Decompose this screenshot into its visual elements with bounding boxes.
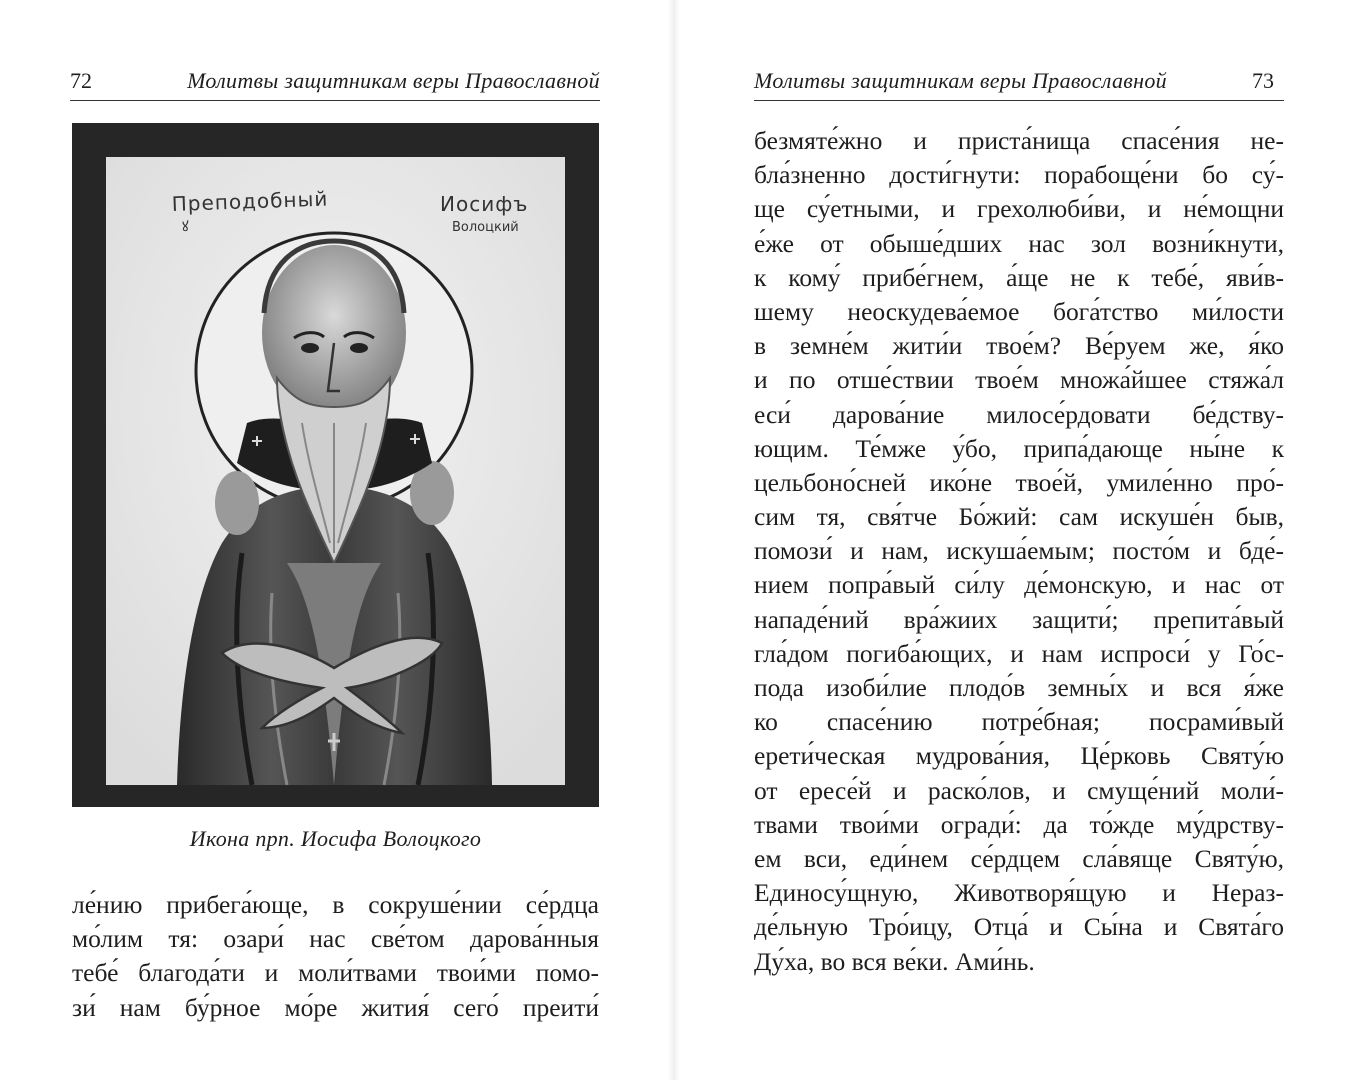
right-body-text: [754, 124, 1284, 979]
text-line: мо́лим тя: озари́ нас све́том дарова́нныя: [72, 924, 599, 954]
text-line: сим тя, свя́тче Бо́жий: сам искуше́н быв,: [754, 502, 1284, 532]
text-line: нападе́ний вра́жиих защити́; препита́вый: [754, 604, 1284, 634]
icon-inscription-left-mark: ꙋ: [182, 219, 189, 235]
text-line: и по отше́ствии твое́м множа́йшее стяжа́л: [754, 365, 1284, 395]
text-line: тебе́ благода́ти и моли́твами твои́ми помо-: [72, 958, 599, 988]
text-line: цельбоно́сней ико́не твое́й, умиле́нно про́-: [754, 467, 1284, 497]
running-title-right: Молитвы защитникам веры Православной: [754, 68, 1167, 93]
text-line: помози́ и нам, искуша́емым; посто́м и бде́-: [754, 536, 1284, 566]
saint-icon-illustration: [72, 123, 599, 807]
text-line: в земне́м жити́и твое́м? Ве́руем же, я́ко: [754, 331, 1284, 361]
text-line: гла́дом погиба́ющих, и нам испроси́ у Го́с-: [754, 638, 1284, 668]
text-line: Единосу́щную, Животворя́щую и Нераз-: [754, 878, 1284, 908]
text-line: твами твои́ми огради́: да то́жде му́дрству-: [754, 809, 1284, 839]
text-line: ле́нию прибега́юще, в сокруше́нии се́рдца: [72, 890, 599, 919]
icon-caption: Икона прп. Иосифа Волоцкого: [189, 826, 482, 851]
text-line: бла́зненно дости́гнути: порабоще́ни бо су́-: [754, 160, 1284, 190]
page-number-right: 73: [1252, 68, 1274, 93]
icon-inscription-right-1: Иосифъ: [440, 192, 529, 216]
text-line: ще су́етными, и грехолюби́ви, и не́мощни: [754, 194, 1284, 224]
page-number-left: 72: [70, 68, 92, 93]
text-line: шему неоскудева́емое бога́тство ми́лости: [754, 296, 1284, 326]
text-line: ко спасе́нию потре́бная; посрами́вый: [754, 707, 1284, 737]
text-line: зи́ нам бу́рное мо́ре жития́ сего́ преити́: [72, 992, 599, 1022]
text-line: еси́ дарова́ние милосе́рдовати бе́дству-: [754, 399, 1284, 429]
text-line: безмяте́жно и приста́нища спасе́ния не-: [754, 126, 1284, 155]
icon-inscription-left: Преподобный: [171, 186, 329, 216]
text-line: к кому́ прибе́гнем, а́ще не к тебе́, яви́в-: [754, 262, 1284, 292]
text-line: де́льную Тро́ицу, Отца́ и Сы́на и Свята́го: [754, 912, 1284, 942]
running-head-right: [754, 64, 1284, 101]
text-line: Ду́ха, во вся ве́ки. Ами́нь.: [754, 946, 1035, 976]
running-head-left: [70, 64, 600, 101]
text-line: пода изоби́лие плодо́в земны́х и вся я́же: [754, 673, 1284, 702]
text-line: е́же от обыше́дших нас зол возни́кнути,: [754, 228, 1284, 258]
running-title-left: Молитвы защитникам веры Православной: [187, 68, 600, 93]
text-line: от ересе́й и раско́лов, и смуще́ний моли́-: [754, 775, 1284, 805]
saint-icon-image: [72, 123, 599, 807]
left-body-text: [72, 888, 599, 1025]
icon-inscription-right-2: Волоцкий: [452, 220, 519, 235]
text-line: ерети́ческая мудрова́ния, Це́рковь Святу́ю: [754, 741, 1284, 771]
text-line: ющим. Те́мже у́бо, припа́дающе ны́не к: [754, 433, 1284, 463]
text-line: нием попра́вый си́лу де́монскую, и нас от: [754, 570, 1284, 600]
text-line: ем вси, еди́нем се́рдцем сла́вяще Святу́ю,: [754, 843, 1284, 873]
right-page: [674, 0, 1348, 1080]
left-shoulder-fold: [215, 471, 259, 535]
